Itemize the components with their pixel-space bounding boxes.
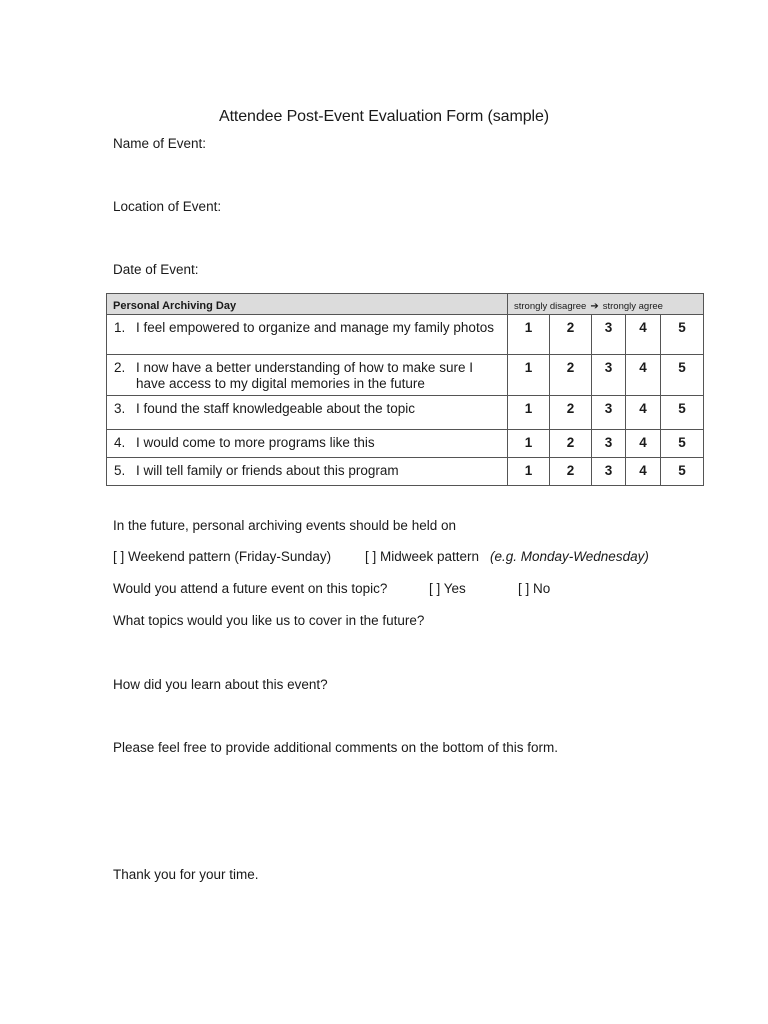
page-title: Attendee Post-Event Evaluation Form (sample) (219, 108, 549, 125)
weekend-option[interactable]: [ ] Weekend pattern (Friday-Sunday) (113, 549, 332, 564)
attend-question: Would you attend a future event on this topic? (113, 581, 388, 596)
rating-option-1[interactable]: 1 (508, 355, 550, 396)
question-number: 1. (114, 320, 126, 335)
midweek-example: (e.g. Monday-Wednesday) (490, 549, 649, 564)
rating-option-4[interactable]: 4 (626, 355, 661, 396)
rating-option-3[interactable]: 3 (592, 430, 626, 458)
table-row (107, 430, 704, 458)
rating-option-1[interactable]: 1 (508, 396, 550, 430)
rating-option-5[interactable]: 5 (661, 430, 704, 458)
event-location-field[interactable]: Location of Event: (113, 199, 222, 214)
event-date-field[interactable]: Date of Event: (113, 262, 199, 277)
rating-option-2[interactable]: 2 (550, 458, 592, 486)
rating-option-2[interactable]: 2 (550, 396, 592, 430)
table-header-row (107, 294, 704, 315)
rating-option-4[interactable]: 4 (626, 315, 661, 355)
scale-low-label: strongly disagree (514, 300, 587, 312)
question-text: I feel empowered to organize and manage my family photos (136, 320, 494, 335)
question-text: I found the staff knowledgeable about the topic (136, 401, 415, 416)
no-option[interactable]: [ ] No (518, 581, 551, 596)
rating-option-3[interactable]: 3 (592, 355, 626, 396)
question-number: 4. (114, 435, 126, 450)
table-row (107, 355, 704, 396)
rating-option-5[interactable]: 5 (661, 458, 704, 486)
rating-option-3[interactable]: 3 (592, 458, 626, 486)
table-row (107, 396, 704, 430)
question-number: 5. (114, 463, 126, 478)
question-text: I will tell family or friends about this program (136, 463, 399, 478)
rating-option-4[interactable]: 4 (626, 430, 661, 458)
rating-option-4[interactable]: 4 (626, 396, 661, 430)
rating-scale-header (508, 294, 704, 315)
event-name-field[interactable]: Name of Event: (113, 136, 207, 151)
topics-question: What topics would you like us to cover in the future? (113, 613, 425, 628)
question-number: 2. (114, 360, 126, 375)
rating-option-3[interactable]: 3 (592, 396, 626, 430)
question-number: 3. (114, 401, 126, 416)
rating-option-1[interactable]: 1 (508, 315, 550, 355)
rating-option-2[interactable]: 2 (550, 315, 592, 355)
question-text: I now have a better understanding of how to make sure I have access to my digital memories in the future (136, 360, 473, 391)
table-row (107, 458, 704, 486)
midweek-option[interactable]: [ ] Midweek pattern (365, 549, 480, 564)
evaluation-table (106, 293, 704, 486)
rating-option-5[interactable]: 5 (661, 396, 704, 430)
rating-option-5[interactable]: 5 (661, 315, 704, 355)
learn-question: How did you learn about this event? (113, 677, 328, 692)
rating-option-1[interactable]: 1 (508, 430, 550, 458)
rating-option-2[interactable]: 2 (550, 430, 592, 458)
scale-high-label: strongly agree (602, 300, 663, 312)
comments-note: Please feel free to provide additional comments on the bottom of this form. (113, 740, 558, 755)
table-row (107, 315, 704, 355)
arrow-right-icon: ➔ (590, 300, 599, 312)
yes-option[interactable]: [ ] Yes (429, 581, 466, 596)
future-schedule-question: In the future, personal archiving events should be held on (113, 518, 456, 533)
rating-option-5[interactable]: 5 (661, 355, 704, 396)
rating-option-4[interactable]: 4 (626, 458, 661, 486)
thank-you-text: Thank you for your time. (113, 867, 259, 882)
rating-option-3[interactable]: 3 (592, 315, 626, 355)
rating-option-2[interactable]: 2 (550, 355, 592, 396)
table-header-label: Personal Archiving Day (107, 294, 508, 315)
rating-option-1[interactable]: 1 (508, 458, 550, 486)
question-text: I would come to more programs like this (136, 435, 375, 450)
